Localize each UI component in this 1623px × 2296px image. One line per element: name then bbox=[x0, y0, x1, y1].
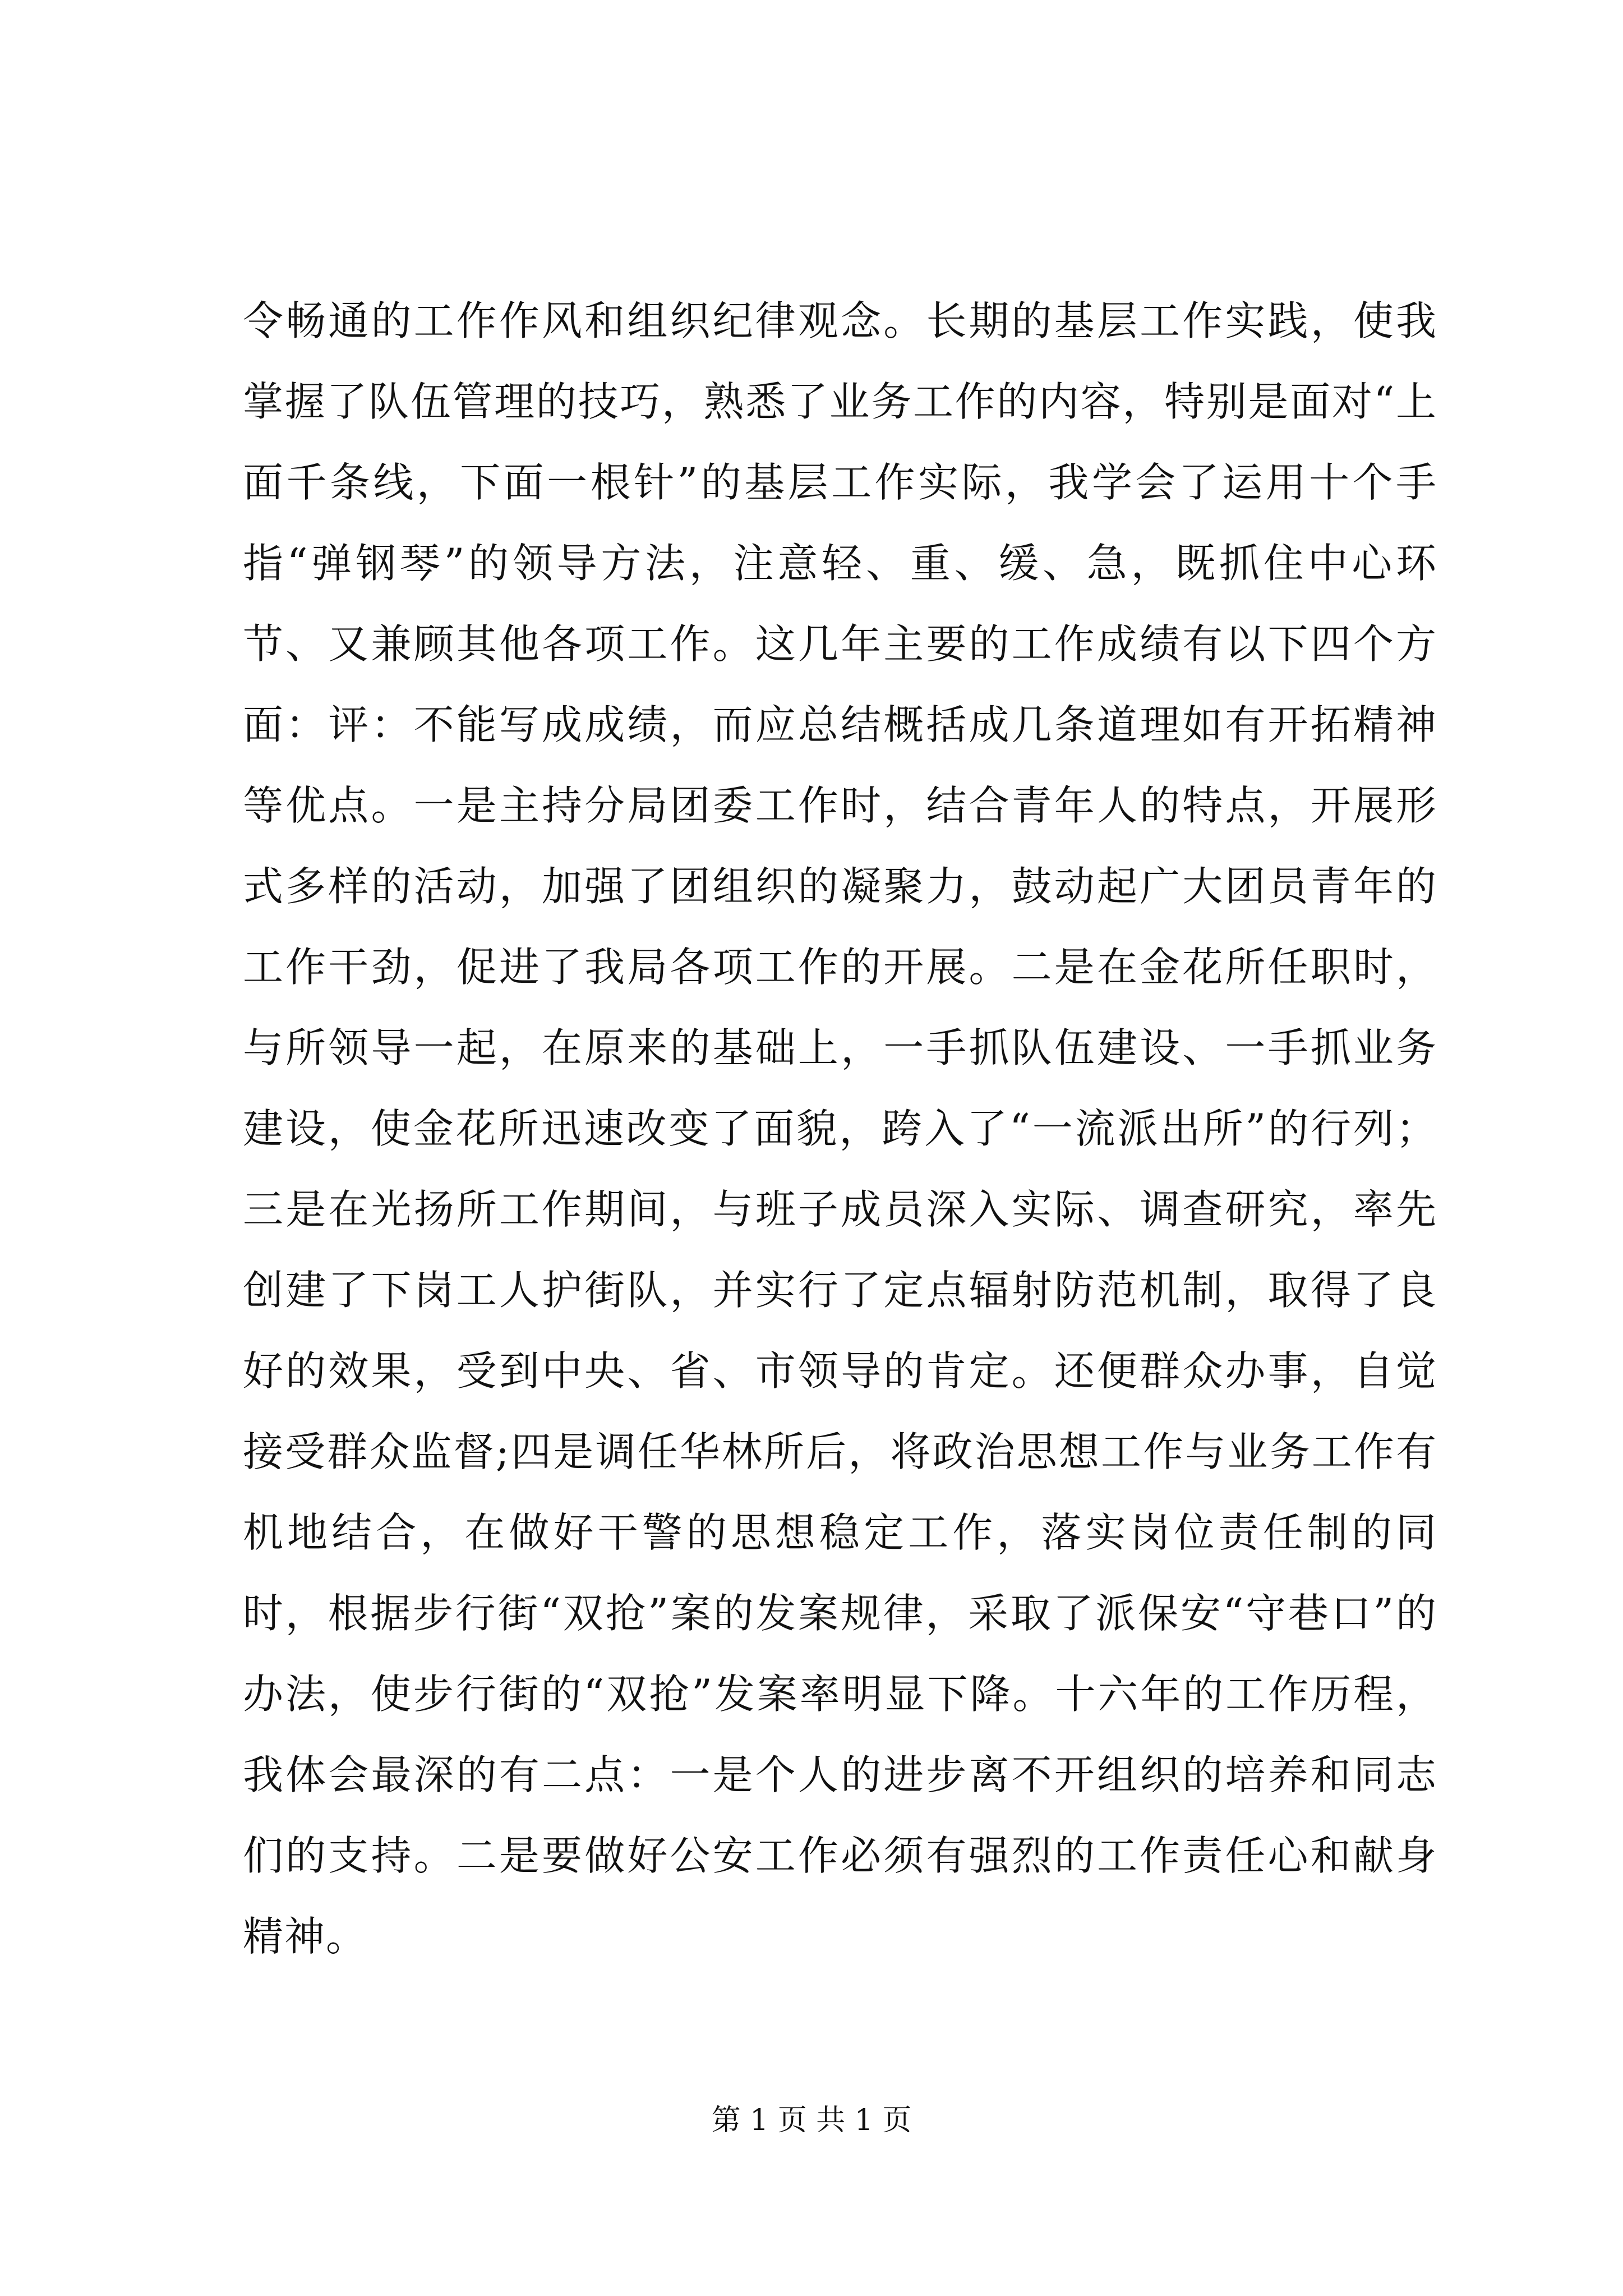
body-paragraph: 令畅通的工作作风和组织纪律观念。长期的基层工作实践，使我掌握了队伍管理的技巧，熟悉了业务工作的内容，特别是面对“上面千条线，下面一根针”的基层工作实际，我学会了运用十个手指“弹钢琴”的领导方法，注意轻、重、缓、急，既抓住中心环节、又兼顾其他各项工作。这几年主要的工作成绩有以下四个方面：评：不能写成成绩，而应总结概括成几条道理如有开拓精神等优点。一是主持分局团委工作时，结合青年人的特点，开展形式多样的活动，加强了团组织的凝聚力，鼓动起广大团员青年的工作干劲，促进了我局各项工作的开展。二是在金花所任职时，与所领导一起，在原来的基础上，一手抓队伍建设、一手抓业务建设，使金花所迅速改变了面貌，跨入了“一流派出所”的行列；三是在光扬所工作期间，与班子成员深入实际、调查研究，率先创建了下岗工人护街队，并实行了定点辐射防范机制，取得了良好的效果，受到中央、省、市领导的肯定。还便群众办事，自觉接受群众监督;四是调任华林所后，将政治思想工作与业务工作有机地结合，在做好干警的思想稳定工作，落实岗位责任制的同时，根据步行街“双抢”案的发案规律，采取了派保安“守巷口”的办法，使步行街的“双抢”发案率明显下降。十六年的工作历程，我体会最深的有二点：一是个人的进步离不开组织的培养和同志们的支持。二是要做好公安工作必须有强烈的工作责任心和献身精神。 bbox=[243, 297, 1437, 1960]
page-footer: 第 1 页 共 1 页 bbox=[711, 2104, 912, 2137]
